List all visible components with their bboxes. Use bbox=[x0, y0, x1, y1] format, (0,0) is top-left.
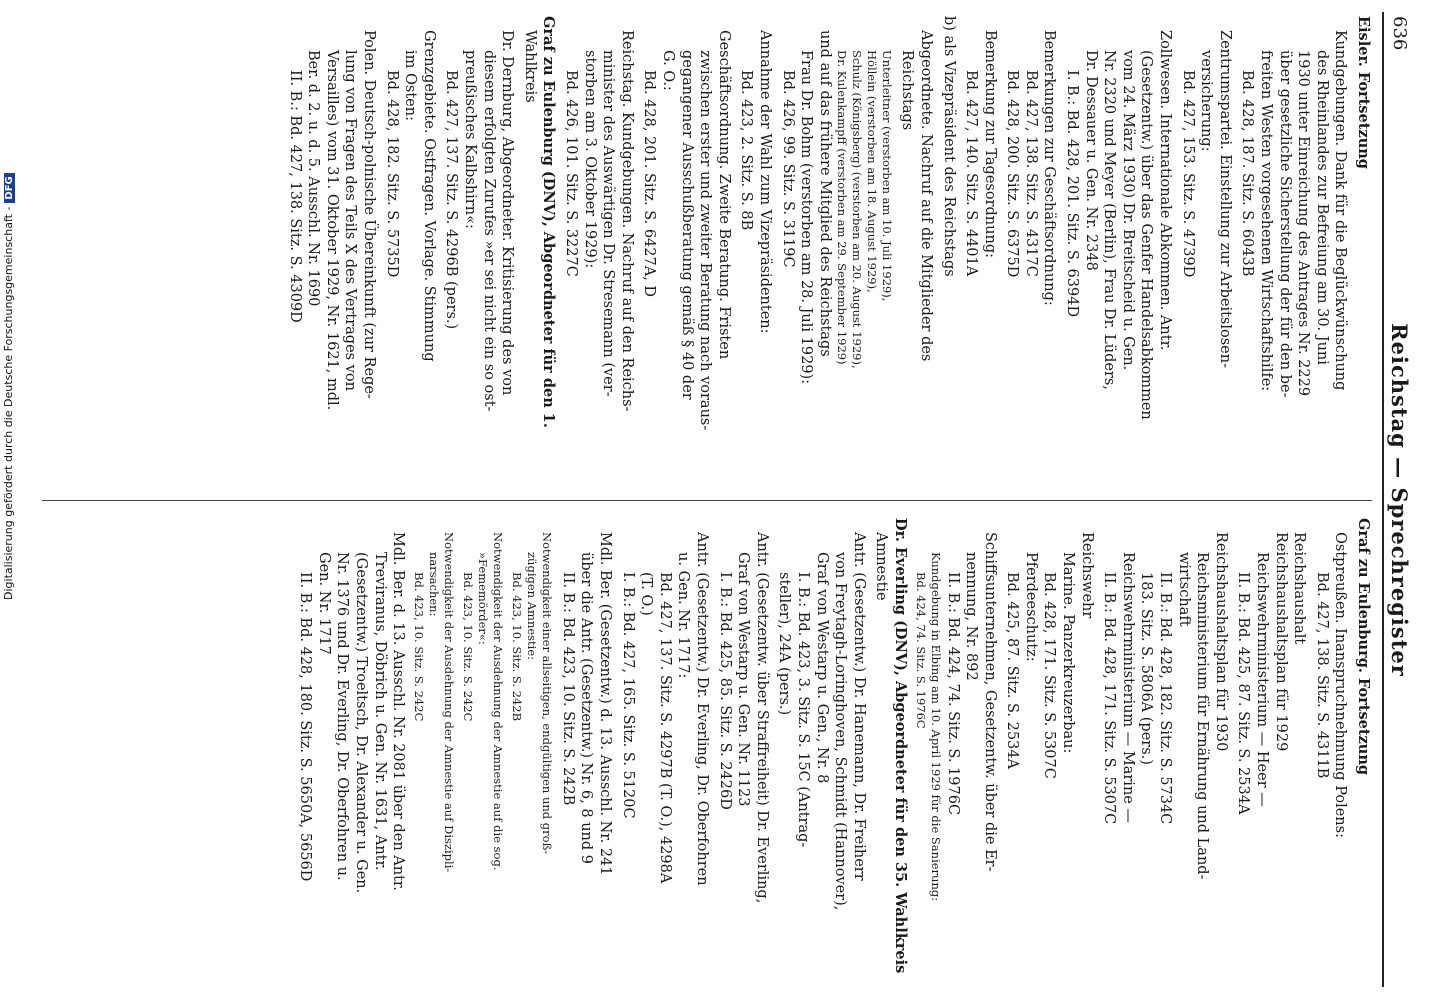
register-line: Bd. 427, 137. Sitz. S. 4297B (T. O.), 4298A bbox=[656, 572, 673, 884]
register-line: II. B.: Bd. 425, 87. Sitz. S. 2534A bbox=[1235, 572, 1252, 815]
register-line: Marine. Panzerkreuzerbau: bbox=[1060, 552, 1077, 754]
register-line: steller), 24A (pers.) bbox=[776, 572, 793, 716]
register-line: Grenzgebiete. Ostfragen. Vorlage. Stimmung bbox=[420, 30, 437, 362]
register-line: Antr. (Gesetzentw. über Straffreiheit) Dr. Everling, bbox=[753, 532, 770, 904]
register-line: Mdl. Ber. (Gesetzentw.) d. 13. Ausschl. Nr. 241 bbox=[597, 532, 614, 876]
register-line: (Gesetzentw.) Troeltsch, Dr. Alexander u. Gen. bbox=[353, 552, 370, 894]
register-line: Bd. 426, 99. Sitz. S. 3119C bbox=[779, 70, 796, 268]
right-column bbox=[22, 518, 1372, 988]
register-line: von Freytagh-Loringhoven, Schmidt (Hannover), bbox=[832, 552, 849, 911]
register-line: Bd. 428, 182. Sitz. S. 5735D bbox=[383, 70, 400, 278]
register-line: gegangener Ausschußberatung gemäß § 40 der bbox=[678, 50, 695, 400]
register-line: Wahlkreis bbox=[521, 30, 538, 103]
register-line: Bd. 427, 137. Sitz. S. 4296B (pers.) bbox=[443, 70, 460, 330]
register-line: Bd. 428, 201. Sitz. S. 6427A, D bbox=[641, 70, 658, 298]
register-line: II. B.: Bd. 428, 182. Sitz. S. 5734C bbox=[1157, 572, 1174, 825]
register-line: diesem erfolgten Zurufes »er sei nicht ein so ost- bbox=[480, 50, 497, 412]
register-line: Nr. 1376 und Dr. Everling, Dr. Oberfohren u. bbox=[334, 552, 351, 881]
register-line: b) als Vizepräsident des Reichstags bbox=[940, 16, 957, 277]
register-line: Amnestie bbox=[873, 532, 890, 601]
register-line: Ber. d. 2. u. d. 5. Ausschl. Nr. 1690 bbox=[305, 50, 322, 307]
page-number: 636 bbox=[1389, 16, 1410, 51]
register-line: Bd. 423, 10. Sitz. S. 242B bbox=[510, 572, 525, 722]
register-line: und auf das frühere Mitglied des Reichstags bbox=[816, 30, 833, 357]
register-line: nennung, Nr. 892 bbox=[963, 552, 980, 681]
register-line: Bd. 428, 200. Sitz. S. 6375D bbox=[1004, 70, 1021, 278]
register-line: u. Gen. Nr. 1717: bbox=[675, 552, 692, 679]
register-line: Graf zu Eulenburg. Fortsetzung bbox=[1355, 518, 1372, 776]
register-line: freiten Westen vorgesehenen Wirtschaftshilfe: bbox=[1258, 50, 1275, 392]
register-line: Höllein (verstorben am 18. August 1929), bbox=[864, 50, 879, 293]
register-line: Kundgebungen. Dank für die Beglückwünschung bbox=[1332, 30, 1349, 391]
register-line: Bd. 427, 138. Sitz. S. 4311B bbox=[1313, 572, 1330, 779]
register-line: minister des Auswärtigen Dr. Stresemann (ver- bbox=[600, 50, 617, 397]
register-line: versicherung: bbox=[1198, 50, 1215, 152]
header-rule bbox=[1382, 12, 1384, 987]
register-line: I. B.: Bd. 425, 85. Sitz. S. 2426D bbox=[716, 572, 733, 810]
register-line: storben am 3. Oktober 1929): bbox=[581, 50, 598, 269]
register-line: II. B.: Bd. 423, 10. Sitz. S. 242B bbox=[559, 572, 576, 806]
register-line: Zollwesen. Internationale Abkommen. Antr. bbox=[1157, 30, 1174, 351]
register-line: Antr. (Gesetzentw.) Dr. Everling, Dr. Oberfohren bbox=[694, 532, 710, 886]
register-line: Bd. 425, 87. Sitz. S. 2534A bbox=[1004, 572, 1021, 769]
register-line: Dr. Dessauer u. Gen. Nr. 2348 bbox=[1082, 50, 1099, 271]
register-line: Bd. 426, 101. Sitz. S. 3227C bbox=[563, 70, 580, 277]
register-line: Bemerkungen zur Geschäftsordnung: bbox=[1041, 30, 1058, 306]
register-line: Reichstag. Kundgebungen. Nachruf auf den Reichs- bbox=[618, 30, 635, 412]
register-line: vom 24. März 1930) Dr. Breitscheid u. Gen. bbox=[1119, 50, 1136, 371]
funding-note bbox=[2, 173, 15, 600]
register-line: I. B.: Bd. 423, 3. Sitz. S. 15C (Antrag- bbox=[794, 572, 811, 848]
dfg-logo: DFG bbox=[4, 173, 15, 202]
register-line: Graf zu Eulenburg (DNV), Abgeordneter für den 1. bbox=[540, 16, 558, 428]
register-line: Reichswehrministerium — Heer — bbox=[1254, 552, 1271, 807]
running-title: Reichstag — Sprechregister bbox=[1387, 323, 1412, 677]
register-line: Pferdeeschutz: bbox=[1022, 552, 1039, 662]
page-header bbox=[1380, 0, 1416, 1000]
register-line: Bd. 428, 171. Sitz. S. 5307C bbox=[1041, 572, 1058, 779]
register-line: Graf von Westarp u. Gen., Nr. 8 bbox=[813, 552, 830, 784]
register-line: Bd. 427, 153. Sitz. S. 4739D bbox=[1179, 70, 1196, 278]
register-line: I. B.: Bd. 428, 201. Sitz. S. 6394D bbox=[1064, 70, 1081, 318]
register-line: Reichswehr bbox=[1078, 532, 1095, 619]
register-line: Dr. Kulenkampff (verstorben am 29. September 1929) bbox=[834, 50, 849, 365]
register-line: lung von Fragen des Teils X des Vertrages von bbox=[342, 50, 359, 391]
register-line: Dr. Everling (DNV), Abgeordneter für den 35. Wahlkreis bbox=[891, 518, 909, 974]
register-line: Bd. 427, 138. Sitz. S. 4317C bbox=[1022, 70, 1039, 277]
register-line: Nr. 2320 und Meyer (Berlin), Frau Dr. Lüders, bbox=[1101, 50, 1118, 390]
register-line: wirtschaft bbox=[1175, 552, 1192, 627]
register-line: Bd. 428, 187. Sitz. S. 6043B bbox=[1239, 70, 1256, 277]
register-line: Bd. 423, 10. Sitz. S. 242C bbox=[412, 572, 427, 722]
register-line: Gen. Nr. 1717 bbox=[315, 552, 332, 655]
register-line: Polen. Deutsch-polnische Übereinkunft (zur Rege- bbox=[361, 30, 378, 399]
register-line: 1930 unter Einreichung des Antrages Nr. 2229 bbox=[1295, 50, 1312, 397]
register-line: des Rheinlandes zur Befreiung am 30. Juni bbox=[1313, 50, 1330, 365]
register-line: Treviranus, Döbrich u. Gen. Nr. 1631, Antr. bbox=[371, 552, 388, 871]
register-line: Notwendigkeit einer allseitigen, endgültigen und groß- bbox=[540, 532, 555, 855]
register-line: Notwendigkeit der Ausdehnung der Amnestie auf Diszipli- bbox=[442, 532, 457, 873]
register-line: Frau Dr. Bohm (verstorben am 28. Juli 1929): bbox=[798, 50, 815, 385]
register-line: »Fememörder«: bbox=[476, 552, 491, 645]
register-line: Annahme der Wahl zum Vizepräsidenten: bbox=[756, 30, 773, 334]
register-line: Graf von Westarp u. Gen. Nr. 1123 bbox=[735, 552, 752, 807]
register-line: Bd. 423, 2. Sitz. S. 8B bbox=[738, 70, 755, 231]
register-line: Zentrumspartei. Einstellung zur Arbeitslosen- bbox=[1216, 30, 1233, 368]
register-line: II. B.: Bd. 427, 138. Sitz. S. 4309D bbox=[286, 70, 303, 323]
column-divider bbox=[42, 500, 1372, 501]
register-line: Bd. 427, 140. Sitz. S. 4401A bbox=[963, 70, 980, 277]
register-line: Schiffsunternehmen, Gesetzentw. über die Er- bbox=[981, 532, 998, 872]
register-line: Bd. 423, 10. Sitz. S. 242C bbox=[461, 572, 476, 722]
register-line: Antr. (Gesetzentw.) Dr. Hanemann, Dr. Freiherr bbox=[850, 532, 867, 881]
register-line: II. B.: Bd. 424, 74. Sitz. S. 1976C bbox=[944, 572, 961, 816]
register-line: Geschäftsordnung. Zweite Beratung. Fristen bbox=[715, 30, 732, 360]
register-line: Eisler. Fortsetzung bbox=[1355, 16, 1372, 169]
register-line: 183. Sitz. S. 5806A (pers.) bbox=[1138, 572, 1155, 765]
register-line: im Osten: bbox=[402, 50, 419, 121]
register-line: narsachen: bbox=[427, 552, 442, 617]
register-line: Bd. 424, 74. Sitz. S. 1976C bbox=[913, 572, 928, 729]
register-line: Bemerkung zur Tagesordnung: bbox=[981, 30, 998, 258]
register-line: Versailles) vom 31. Oktober 1929, Nr. 1621, mdl. bbox=[323, 50, 340, 411]
register-line: Dr. Dernburg, Abgeordneter. Kritisierung des von bbox=[499, 30, 516, 396]
register-line: zügigen Amnestie: bbox=[525, 552, 540, 661]
register-line: Reichshaushaltsplan für 1929 bbox=[1272, 532, 1289, 752]
register-line: Ostpreußen. Inanspruchnehmung Polens: bbox=[1332, 532, 1349, 838]
register-line: Schulz (Königsberg) (verstorben am 20. August 1929), bbox=[849, 50, 864, 369]
register-line: Notwendigkeit der Ausdehnung der Amnestie auf die sog. bbox=[491, 532, 506, 871]
register-line: Kundgebung in Elbing am 10. April 1929 für die Sanierung: bbox=[928, 552, 943, 902]
register-line: (Gesetzentw.) über das Genfer Handelsabkommen bbox=[1138, 50, 1155, 420]
register-line: Abgeordnete. Nachruf auf die Mitglieder des bbox=[917, 30, 934, 362]
register-line: (T. O.) bbox=[638, 572, 655, 616]
funding-note-text: Digitalisierung gefördert durch die Deutsche Forschungsgemeinschaft - bbox=[2, 206, 15, 600]
register-line: zwischen erster und zweiter Beratung nach voraus- bbox=[697, 50, 714, 431]
register-line: über gesetzliche Sicherstellung der für den be- bbox=[1276, 50, 1293, 398]
register-line: Reichshaushalt bbox=[1291, 532, 1308, 645]
register-line: II. B.: Bd. 428, 171. Sitz. S. 5307C bbox=[1101, 572, 1118, 825]
register-line: G. O.: bbox=[660, 50, 676, 91]
register-line: über die Antr. (Gesetzentw.) Nr. 6, 8 und 9 bbox=[578, 552, 595, 864]
register-line: Reichstags bbox=[899, 50, 916, 131]
register-line: Mdl. Ber. d. 13. Ausschl. Nr. 2081 über den Antr. bbox=[390, 532, 407, 891]
register-line: I. B.: Bd. 427, 165. Sitz. S. 5120C bbox=[619, 572, 636, 819]
register-line: II. B.: Bd. 428, 180. Sitz. S. 5650A, 5656D bbox=[297, 572, 314, 882]
register-line: Unterleitner (verstorben am 10. Juli 1929), bbox=[879, 50, 894, 302]
register-line: Reichshaushaltsplan für 1930 bbox=[1212, 532, 1229, 752]
left-column bbox=[22, 16, 1372, 486]
register-line: Reichswehrministerium — Marine — bbox=[1119, 552, 1136, 823]
register-line: preußisches Kalbshirn«: bbox=[462, 50, 479, 229]
register-line: Reichsministerium für Ernährung und Land- bbox=[1194, 552, 1211, 880]
